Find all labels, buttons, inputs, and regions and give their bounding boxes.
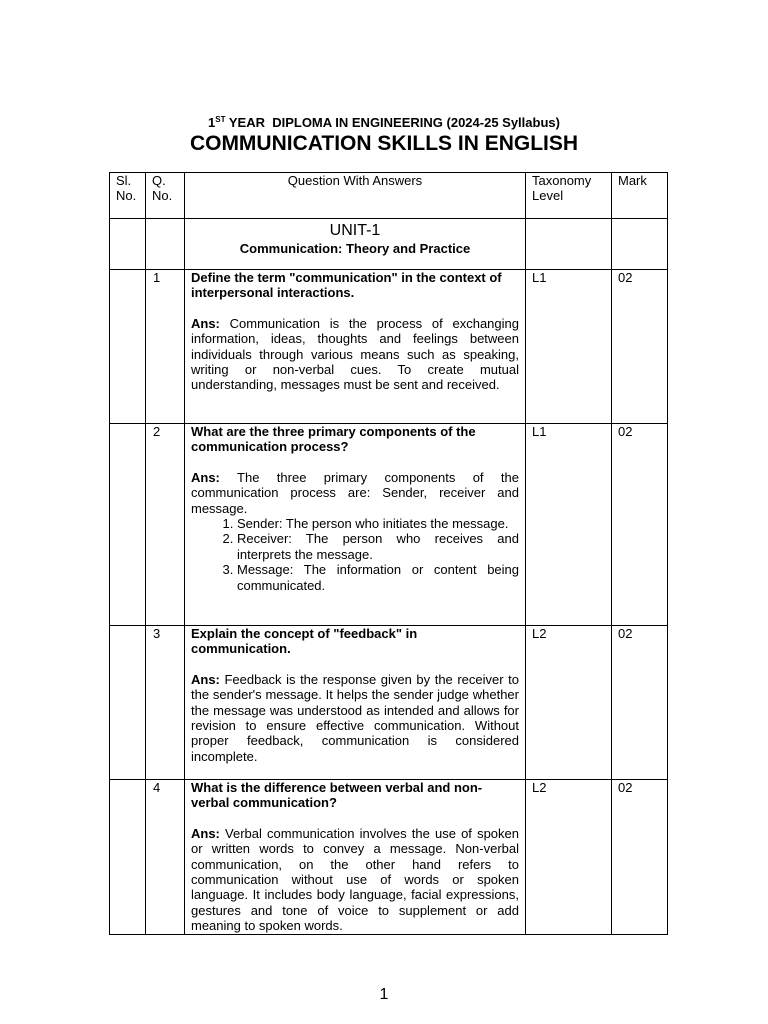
unit-heading-row <box>110 219 668 270</box>
unit-heading-cell <box>185 219 526 270</box>
unit-title: UNIT-1 <box>329 222 381 239</box>
page-number: 1 <box>379 986 389 1003</box>
question-number: 3 <box>146 626 185 780</box>
unit-subtitle: Communication: Theory and Practice <box>239 241 471 256</box>
year-number: 1 <box>208 115 216 130</box>
sl-no-cell <box>110 626 146 780</box>
question-number: 1 <box>146 270 185 424</box>
mark-value: 02 <box>612 780 668 935</box>
column-header-mark: Mark <box>612 173 668 219</box>
document-subheading <box>0 115 768 131</box>
question-answer-cell <box>185 780 526 935</box>
mark-value: 02 <box>612 424 668 626</box>
column-header-q-no: Q. No. <box>146 173 185 219</box>
taxonomy-level: L1 <box>526 424 612 626</box>
table-row <box>110 780 668 935</box>
answer-text <box>191 826 519 934</box>
question-text: Explain the concept of "feedback" in communication. <box>191 626 418 657</box>
course-line: YEAR DIPLOMA IN ENGINEERING (2024-25 Syllabus) <box>225 115 560 130</box>
answer-label: Ans: <box>191 469 220 485</box>
answer-body: Verbal communication involves the use of spoken or written words to convey a message. Non-verbal communication, on the other hand refers to communication without use of words or spoken language. It includes body language, facial expressions, gestures and tone of voice to supplement or add meaning to spoken words. <box>191 825 519 934</box>
column-header-sl-no: Sl. No. <box>110 173 146 219</box>
answer-text <box>191 470 519 516</box>
mark-value: 02 <box>612 626 668 780</box>
answer-body: The three primary components of the communication process are: Sender, receiver and message. <box>191 469 519 516</box>
answer-text <box>191 316 519 393</box>
taxonomy-level: L2 <box>526 780 612 935</box>
sl-no-cell <box>110 424 146 626</box>
table-row <box>110 424 668 626</box>
table-row <box>110 270 668 424</box>
table-row <box>110 626 668 780</box>
question-answer-cell <box>185 270 526 424</box>
column-header-taxonomy: Taxonomy Level <box>526 173 612 219</box>
sl-no-cell <box>110 270 146 424</box>
mark-value: 02 <box>612 270 668 424</box>
answer-text <box>191 672 519 764</box>
list-item: 1. Sender: The person who initiates the message. <box>237 516 519 531</box>
document-title: COMMUNICATION SKILLS IN ENGLISH <box>189 132 579 155</box>
sl-no-cell <box>110 780 146 935</box>
list-item: 2. Receiver: The person who receives and interprets the message. <box>237 531 519 562</box>
question-number: 4 <box>146 780 185 935</box>
question-text: Define the term "communication" in the context of interpersonal interactions. <box>191 270 502 301</box>
table-header-row <box>110 173 668 219</box>
component-list <box>191 516 519 593</box>
answer-label: Ans: <box>191 315 220 331</box>
column-header-question: Question With Answers <box>185 173 526 219</box>
taxonomy-level: L1 <box>526 270 612 424</box>
answer-body: Communication is the process of exchanging information, ideas, thoughts and feelings between individuals through various means such as speaking, writing or non-verbal cues. To create mutual understanding, messages must be sent and received. <box>191 315 519 393</box>
question-text: What are the three primary components of the communication process? <box>191 424 476 455</box>
answer-body: Feedback is the response given by the receiver to the sender's message. It helps the sender judge whether the message was understood as intended and allows for revision to ensure effective communication. Without proper feedback, communication is considered incomplete. <box>191 671 519 764</box>
question-answer-table <box>109 172 668 935</box>
question-text: What is the difference between verbal and non-verbal communication? <box>191 780 483 811</box>
taxonomy-level: L2 <box>526 626 612 780</box>
question-answer-cell <box>185 424 526 626</box>
question-answer-cell <box>185 626 526 780</box>
year-superscript: ST <box>215 115 226 124</box>
answer-label: Ans: <box>191 825 220 841</box>
answer-label: Ans: <box>191 671 220 687</box>
list-item: 3. Message: The information or content being communicated. <box>237 562 519 593</box>
question-number: 2 <box>146 424 185 626</box>
